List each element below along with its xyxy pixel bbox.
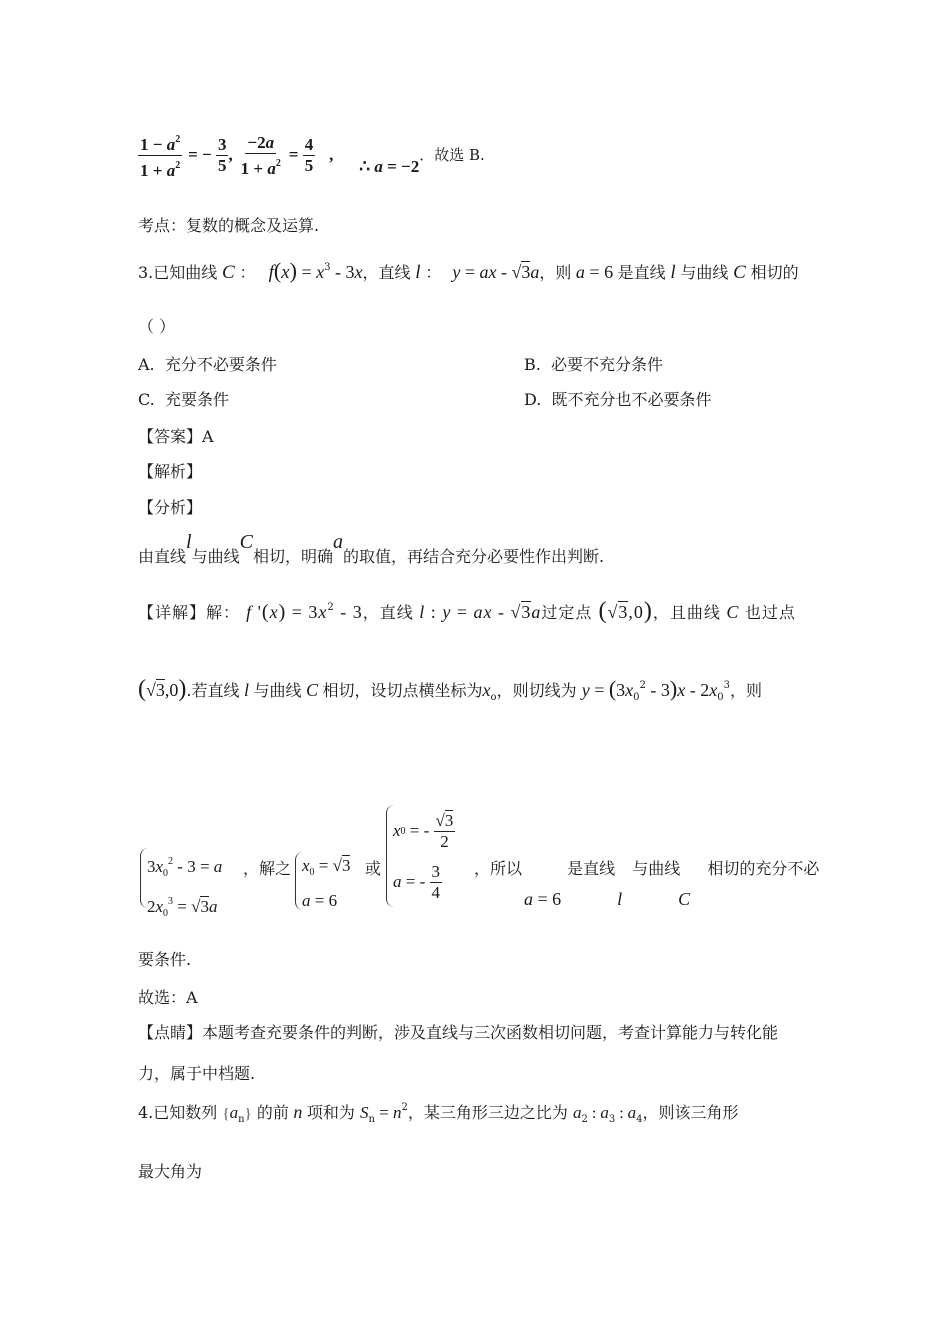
option-b: B. 必要不充分条件 <box>524 355 664 374</box>
option-d: D. 既不充分也不必要条件 <box>524 390 712 409</box>
analysis-text: 由直线l与曲线C相切，明确a的取值，再结合充分必要性作出判断. <box>138 531 605 566</box>
question-4: 4.已知数列 $\{a_n\}$ 的前 n 项和为 $S_n = n^2$，某三角形三边之比为 $a_2$ : $a_3$ : $a_4$，则该三角形 <box>138 1102 739 1125</box>
equation-system-3: x 0 = - $\frac{√3}{2}$ a = - $\frac{3}{4}$ <box>386 805 455 907</box>
condition-cont: 要条件. <box>138 950 192 969</box>
detail-line-1: 【详解】解： f '$(x) = 3x^2 - 3$，直线 l : y = ax - √3a过定点 (√3,0)，且曲线 C 也过点 <box>138 598 796 624</box>
jiexi-heading: 【解析】 <box>138 462 203 481</box>
conclusion-math: a = 6 l C <box>524 889 691 909</box>
answer-paren: （ ） <box>138 317 176 336</box>
fraction: $\frac{-2a}{1 + a^2}$ <box>240 132 281 178</box>
question-4-line-2: 最大角为 <box>138 1162 203 1181</box>
choose-answer: 故选：A <box>138 988 198 1007</box>
fraction: $\frac{3}{5}$ <box>217 135 227 175</box>
fenxi-heading: 【分析】 <box>138 498 203 517</box>
conclusion-line: ，所以 是直线 与曲线 相切的充分不必 <box>474 859 820 878</box>
answer-line: 【答案】A <box>138 427 214 446</box>
conclusion: ．故选 B. <box>419 146 485 164</box>
dianjing-line-1: 【点睛】本题考查充要条件的判断，涉及直线与三次函数相切问题，考查计算能力与转化能 <box>138 1023 779 1042</box>
solve-text: ，解之 <box>243 859 292 878</box>
detail-line-2: (√3,0).若直线 l 与曲线 C 相切，设切点横坐标为$x_o$，则切线为 $y = (3x_0^2 - 3)x - 2x_0^3$，则 <box>138 676 763 703</box>
question-3: 3.已知曲线 C ： $f(x) = x^3 - 3x$，直线 l ： y = ax - √3a，则 a = 6 是直线 l 与曲线 C 相切的 <box>138 258 799 283</box>
dianjing-line-2: 力，属于中档题. <box>138 1064 256 1083</box>
fraction: $\frac{1 - a^2}{1 + a^2}$ <box>138 130 182 181</box>
option-a: A. 充分不必要条件 <box>138 355 277 374</box>
or-text: 或 <box>365 859 382 878</box>
equation-system-1: $3x_0^2 - 3 = a$ $2x_0^3 = √3a$ <box>140 848 222 908</box>
kaodian: 考点：复数的概念及运算. <box>138 216 320 235</box>
top-equation: $\frac{1 - a^2}{1 + a^2}$ = − $\frac{3}{5}$ , $\frac{-2a}{1 + a^2}$ = $\frac{4}{5}$ , ∴ a = −2．故选 B. <box>138 130 485 181</box>
fraction: $\frac{4}{5}$ <box>304 135 314 175</box>
option-c: C. 充要条件 <box>138 390 229 409</box>
equation-system-2: $x_0 = √3$ a = 6 <box>295 852 350 910</box>
